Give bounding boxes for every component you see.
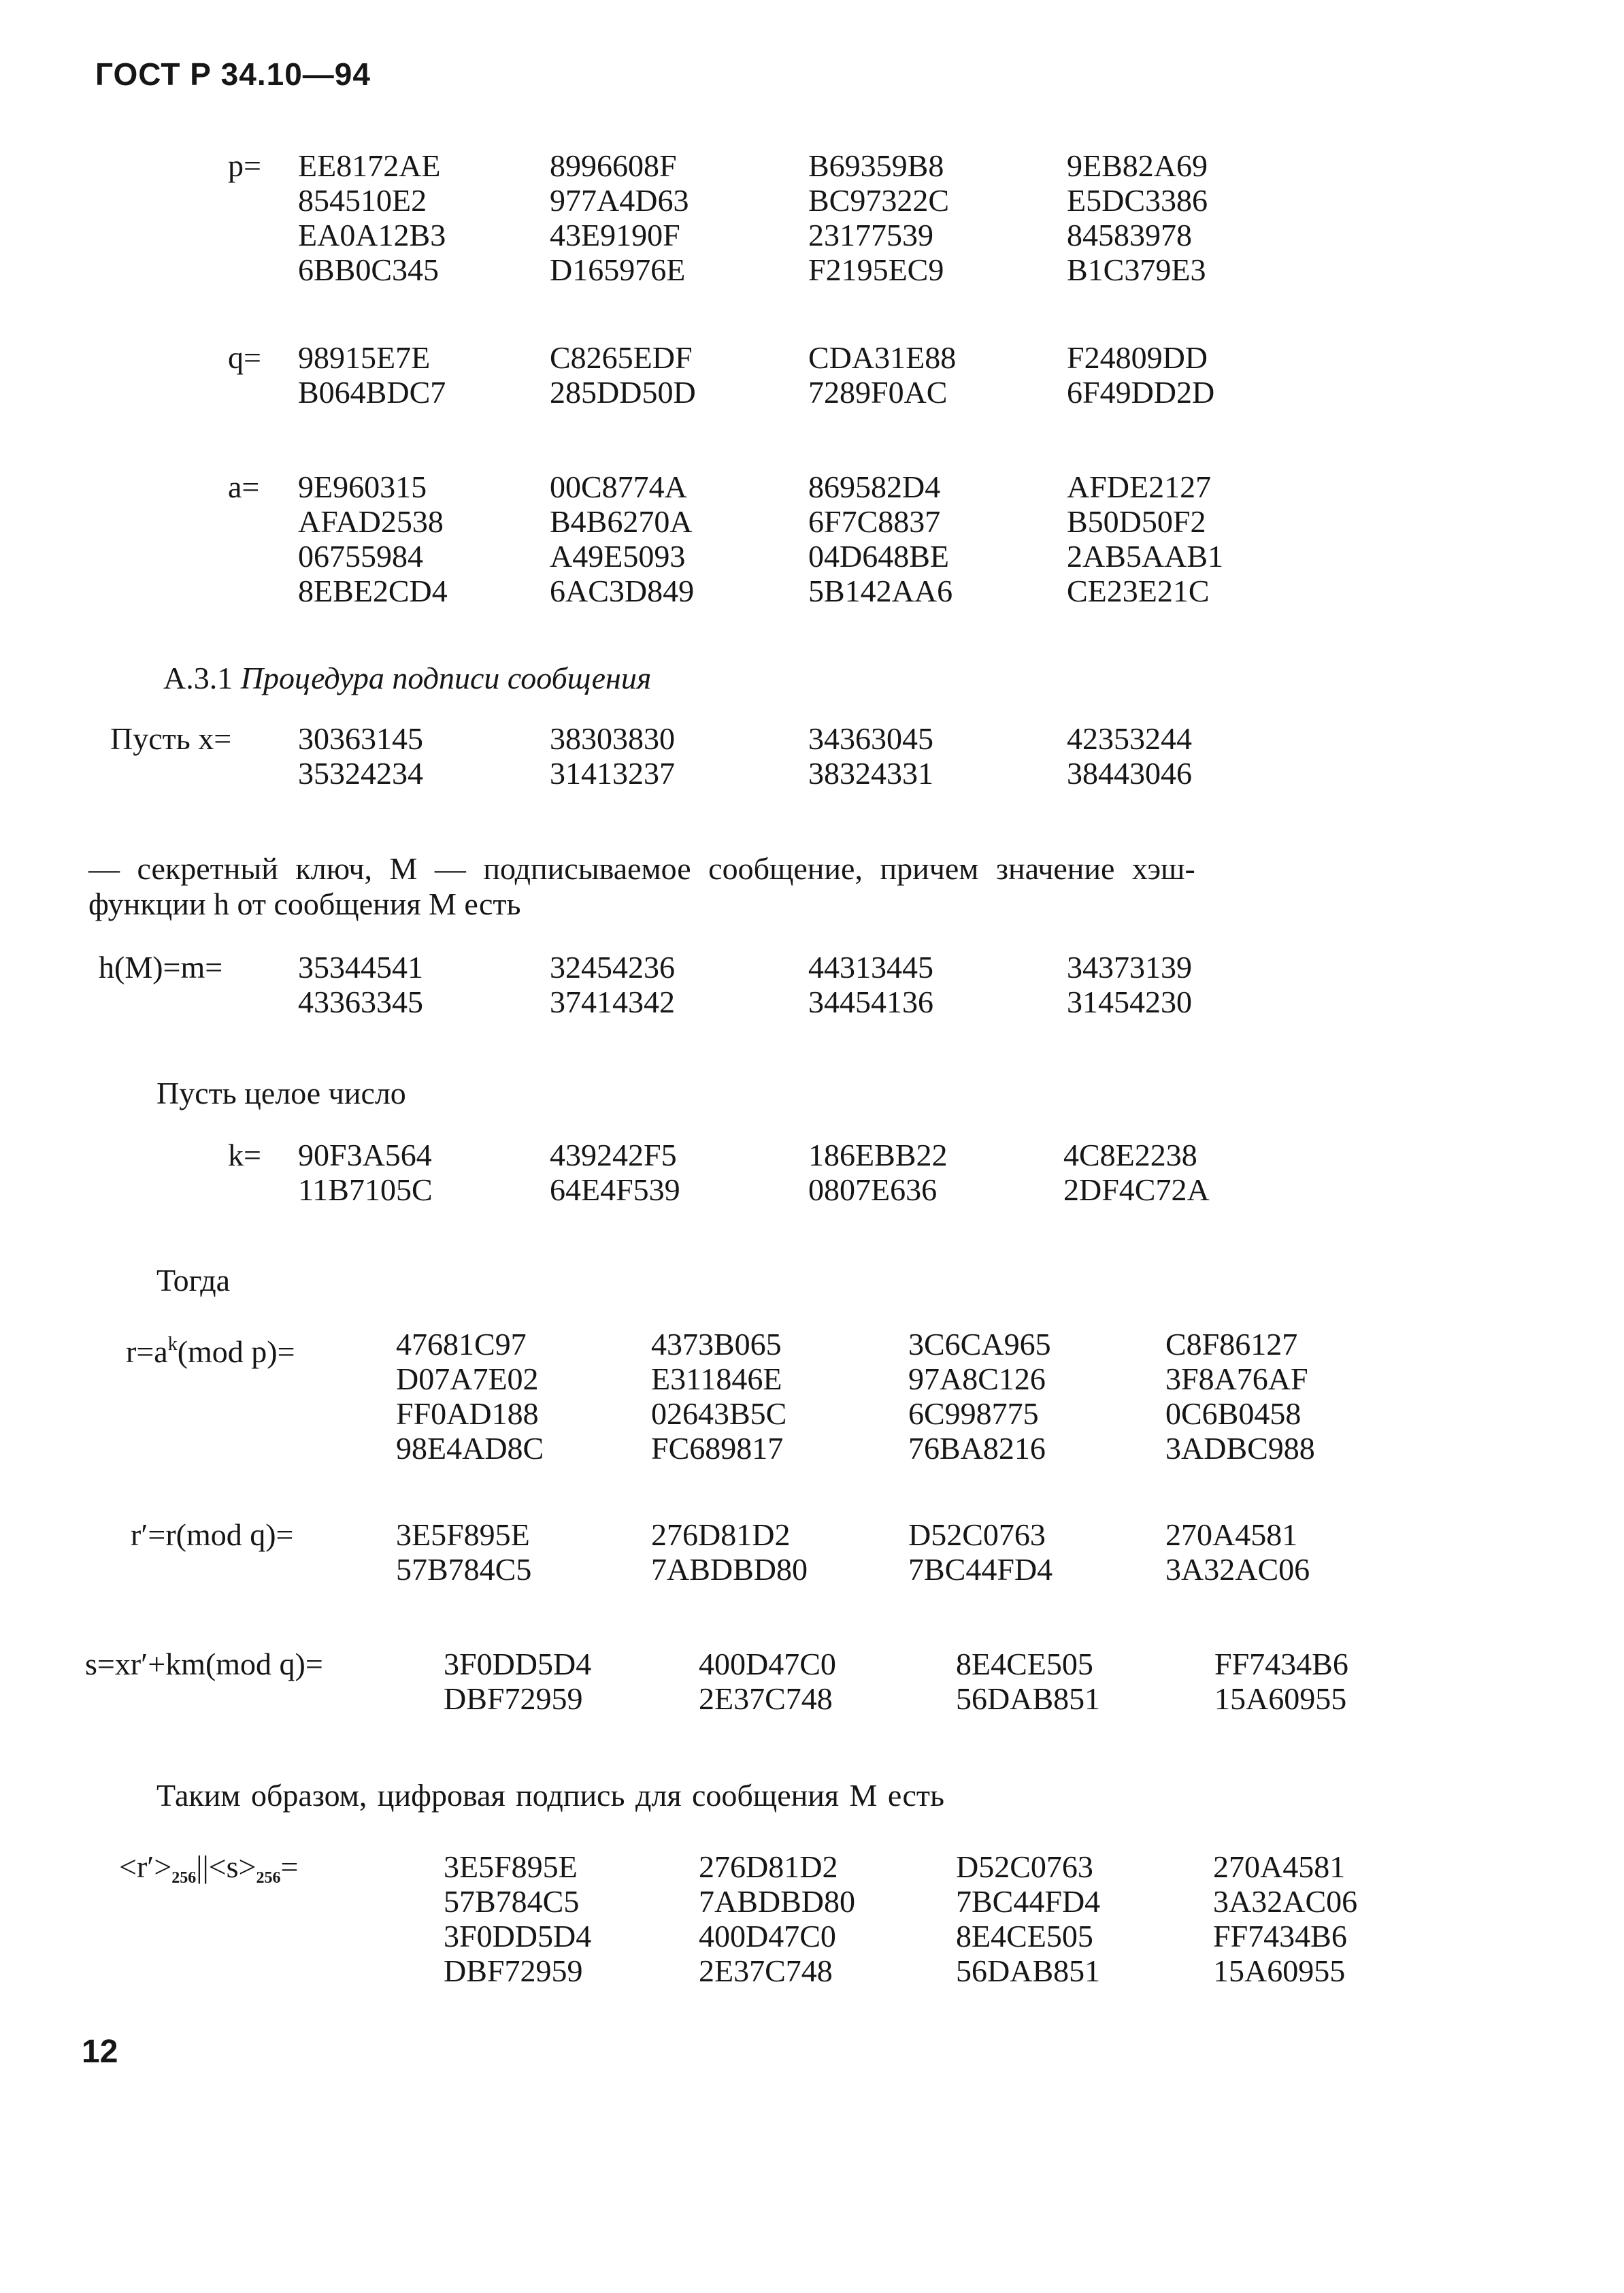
hex-cell: 7ABDBD80 <box>699 1884 856 1919</box>
hex-cell: 44313445 <box>808 950 933 985</box>
hex-cell: 7BC44FD4 <box>956 1884 1101 1919</box>
hex-cell: B50D50F2 <box>1067 504 1206 539</box>
hex-cell: 2DF4C72A <box>1063 1172 1210 1207</box>
hex-cell: 23177539 <box>808 218 933 252</box>
hex-cell: F2195EC9 <box>808 252 944 287</box>
hex-cell: 400D47C0 <box>699 1647 836 1681</box>
param-s-label: s=xr′+km(mod q)= <box>85 1647 323 1681</box>
hex-cell: B4B6270A <box>550 504 693 539</box>
sig-label-eq: = <box>280 1849 299 1884</box>
hex-cell: 31413237 <box>550 756 675 791</box>
paragraph-line: Таким образом, цифровая подпись для сообщения M есть <box>156 1778 944 1813</box>
hex-cell: 285DD50D <box>550 375 696 410</box>
hex-cell: F24809DD <box>1067 340 1208 375</box>
hex-cell: 35344541 <box>298 950 423 985</box>
param-r-prime-label: r′=r(mod q)= <box>131 1517 294 1552</box>
hex-cell: CE23E21C <box>1067 574 1210 608</box>
hex-cell: C8F86127 <box>1165 1327 1298 1362</box>
hex-cell: 43363345 <box>298 985 423 1019</box>
param-a-label: a= <box>228 469 260 504</box>
hex-cell: 34373139 <box>1067 950 1192 985</box>
page-number: 12 <box>82 2034 118 2070</box>
hex-cell: 98E4AD8C <box>396 1431 544 1466</box>
hex-cell: 3E5F895E <box>396 1517 530 1552</box>
hex-cell: 276D81D2 <box>699 1849 838 1884</box>
hex-cell: E311846E <box>651 1362 782 1396</box>
hex-cell: FF7434B6 <box>1214 1647 1348 1681</box>
hex-cell: 30363145 <box>298 721 423 756</box>
hex-cell: 38303830 <box>550 721 675 756</box>
hex-cell: 7BC44FD4 <box>908 1552 1053 1587</box>
r-label-text: r=a <box>126 1334 168 1369</box>
hex-cell: AFAD2538 <box>298 504 444 539</box>
hex-cell: 90F3A564 <box>298 1138 432 1172</box>
hex-cell: D52C0763 <box>908 1517 1046 1552</box>
param-x-label: Пусть x= <box>110 721 232 756</box>
hex-cell: 57B784C5 <box>444 1884 580 1919</box>
param-p-label: p= <box>228 148 261 183</box>
hex-cell: 3F8A76AF <box>1165 1362 1308 1396</box>
hex-cell: 4C8E2238 <box>1063 1138 1197 1172</box>
hex-cell: 8E4CE505 <box>956 1919 1093 1953</box>
paragraph-line: функции h от сообщения M есть <box>88 887 521 921</box>
section-heading <box>163 660 651 696</box>
hex-cell: 4373B065 <box>651 1327 782 1362</box>
hex-cell: 0C6B0458 <box>1165 1396 1302 1431</box>
hex-cell: D52C0763 <box>956 1849 1093 1884</box>
hex-cell: 64E4F539 <box>550 1172 680 1207</box>
hex-cell: 186EBB22 <box>808 1138 948 1172</box>
hex-cell: 276D81D2 <box>651 1517 791 1552</box>
hex-cell: 3F0DD5D4 <box>444 1919 592 1953</box>
hex-cell: 38324331 <box>808 756 933 791</box>
hex-cell: D07A7E02 <box>396 1362 539 1396</box>
paragraph-line: — секретный ключ, M — подписываемое сообщение, причем значение хэш- <box>88 851 1195 886</box>
hex-cell: 7289F0AC <box>808 375 948 410</box>
hex-cell: 47681C97 <box>396 1327 527 1362</box>
hex-cell: C8265EDF <box>550 340 693 375</box>
param-m-label: h(M)=m= <box>99 950 223 985</box>
r-label-mod: (mod p)= <box>177 1334 295 1369</box>
hex-cell: EA0A12B3 <box>298 218 446 252</box>
hex-cell: 43E9190F <box>550 218 680 252</box>
paragraph-line: Тогда <box>156 1263 231 1298</box>
hex-cell: 06755984 <box>298 539 423 574</box>
hex-cell: 84583978 <box>1067 218 1192 252</box>
hex-cell: E5DC3386 <box>1067 183 1208 218</box>
sig-label-sub-r: 256 <box>171 1869 197 1887</box>
hex-cell: 57B784C5 <box>396 1552 532 1587</box>
hex-cell: 42353244 <box>1067 721 1192 756</box>
sig-label-r: <r′> <box>119 1849 172 1884</box>
hex-cell: 11B7105C <box>298 1172 433 1207</box>
hex-cell: 9E960315 <box>298 469 427 504</box>
hex-cell: 6AC3D849 <box>550 574 695 608</box>
signature-label <box>119 1849 298 1896</box>
hex-cell: 6C998775 <box>908 1396 1039 1431</box>
hex-cell: 3C6CA965 <box>908 1327 1051 1362</box>
hex-cell: AFDE2127 <box>1067 469 1212 504</box>
hex-cell: 869582D4 <box>808 469 941 504</box>
sig-label-sub-s: 256 <box>256 1869 281 1887</box>
hex-cell: 2AB5AAB1 <box>1067 539 1224 574</box>
hex-cell: 270A4581 <box>1165 1517 1298 1552</box>
hex-cell: 7ABDBD80 <box>651 1552 808 1587</box>
hex-cell: 3A32AC06 <box>1213 1884 1358 1919</box>
hex-cell: 0807E636 <box>808 1172 938 1207</box>
hex-cell: 97A8C126 <box>908 1362 1046 1396</box>
hex-cell: 439242F5 <box>550 1138 677 1172</box>
hex-cell: 04D648BE <box>808 539 949 574</box>
section-title: Процедура подписи сообщения <box>240 661 652 695</box>
hex-cell: 98915E7E <box>298 340 431 375</box>
hex-cell: B69359B8 <box>808 148 944 183</box>
hex-cell: 35324234 <box>298 756 423 791</box>
hex-cell: A49E5093 <box>550 539 686 574</box>
hex-cell: 32454236 <box>550 950 675 985</box>
hex-cell: 5B142AA6 <box>808 574 953 608</box>
hex-cell: 400D47C0 <box>699 1919 836 1953</box>
hex-cell: 56DAB851 <box>956 1953 1101 1988</box>
hex-cell: 31454230 <box>1067 985 1192 1019</box>
hex-cell: 854510E2 <box>298 183 427 218</box>
hex-cell: 37414342 <box>550 985 675 1019</box>
r-label-exponent: k <box>167 1334 178 1355</box>
hex-cell: FF7434B6 <box>1213 1919 1347 1953</box>
hex-cell: 8EBE2CD4 <box>298 574 448 608</box>
page-header: ГОСТ Р 34.10—94 <box>95 56 371 92</box>
hex-cell: BC97322C <box>808 183 950 218</box>
sig-label-s: ||<s> <box>196 1849 256 1884</box>
hex-cell: 6BB0C345 <box>298 252 440 287</box>
hex-cell: 6F7C8837 <box>808 504 941 539</box>
hex-cell: 2E37C748 <box>699 1681 833 1716</box>
paragraph-line: Пусть целое число <box>156 1076 406 1110</box>
hex-cell: 3A32AC06 <box>1165 1552 1310 1587</box>
param-k-label: k= <box>228 1138 261 1172</box>
hex-cell: 02643B5C <box>651 1396 787 1431</box>
section-number: A.3.1 <box>163 661 233 695</box>
hex-cell: CDA31E88 <box>808 340 957 375</box>
hex-cell: 8996608F <box>550 148 677 183</box>
hex-cell: FC689817 <box>651 1431 784 1466</box>
hex-cell: 8E4CE505 <box>956 1647 1093 1681</box>
hex-cell: 3ADBC988 <box>1165 1431 1315 1466</box>
hex-cell: 76BA8216 <box>908 1431 1046 1466</box>
hex-cell: B1C379E3 <box>1067 252 1206 287</box>
hex-cell: 34363045 <box>808 721 933 756</box>
hex-cell: 6F49DD2D <box>1067 375 1215 410</box>
param-q-label: q= <box>228 340 261 375</box>
hex-cell: 270A4581 <box>1213 1849 1346 1884</box>
hex-cell: 56DAB851 <box>956 1681 1101 1716</box>
hex-cell: FF0AD188 <box>396 1396 539 1431</box>
hex-cell: 3F0DD5D4 <box>444 1647 592 1681</box>
hex-cell: 3E5F895E <box>444 1849 578 1884</box>
hex-cell: EE8172AE <box>298 148 441 183</box>
hex-cell: 15A60955 <box>1213 1953 1346 1988</box>
hex-cell: 38443046 <box>1067 756 1192 791</box>
hex-cell: D165976E <box>550 252 686 287</box>
hex-cell: 34454136 <box>808 985 933 1019</box>
hex-cell: 2E37C748 <box>699 1953 833 1988</box>
hex-cell: 15A60955 <box>1214 1681 1347 1716</box>
hex-cell: DBF72959 <box>444 1681 583 1716</box>
hex-cell: 00C8774A <box>550 469 687 504</box>
hex-cell: 977A4D63 <box>550 183 689 218</box>
hex-cell: 9EB82A69 <box>1067 148 1208 183</box>
hex-cell: B064BDC7 <box>298 375 446 410</box>
param-r-label <box>126 1327 295 1369</box>
hex-cell: DBF72959 <box>444 1953 583 1988</box>
